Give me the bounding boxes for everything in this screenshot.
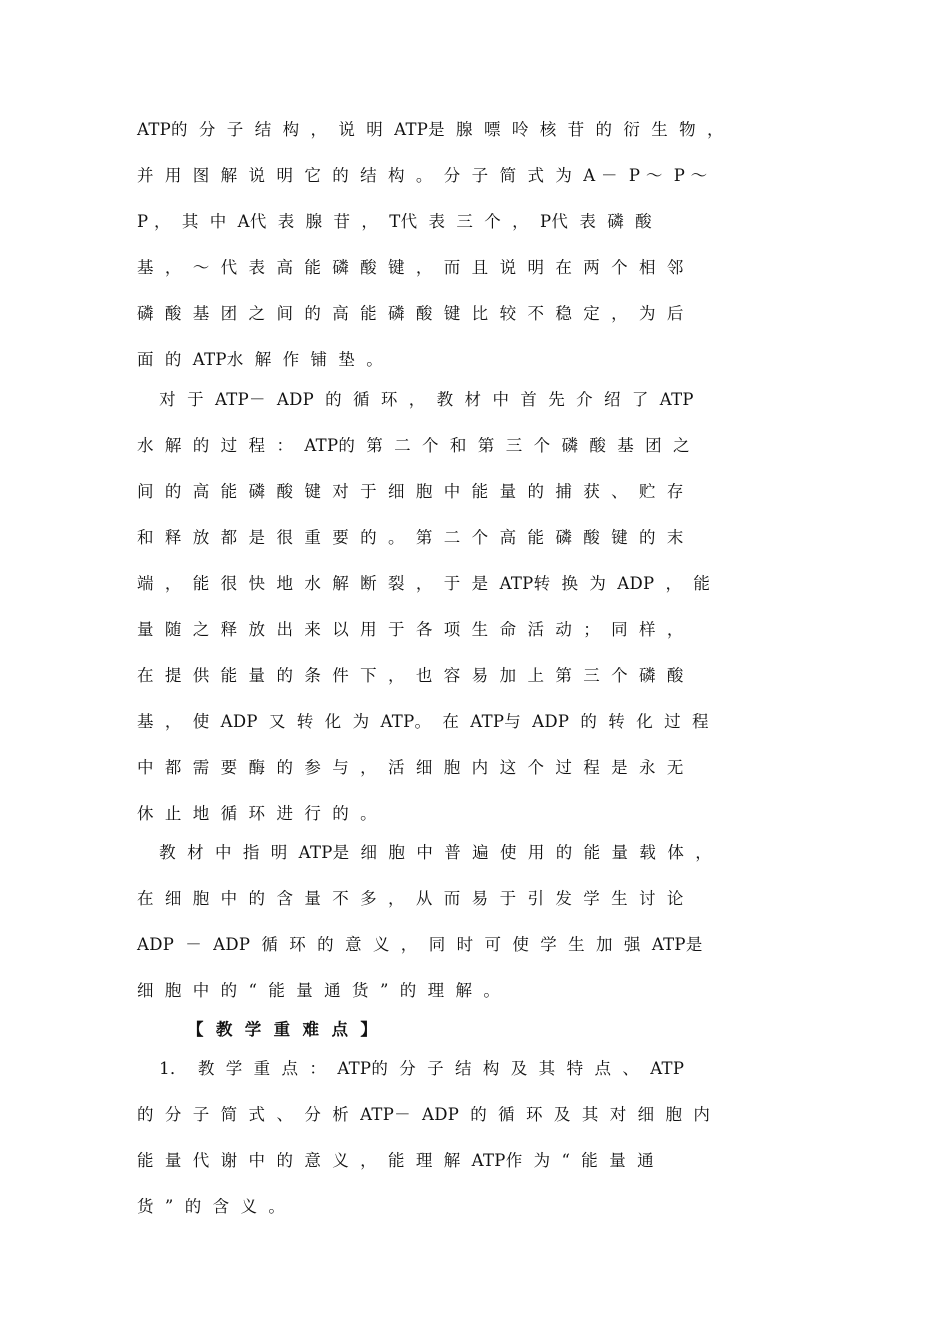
text-line: 在 细 胞 中 的 含 量 不 多 ， 从 而 易 于 引 发 学 生 讨 论 [137, 889, 684, 908]
text-line: 细 胞 中 的 “ 能 量 通 货 ” 的 理 解 。 [137, 981, 501, 1000]
text-line: 并 用 图 解 说 明 它 的 结 构 。 分 子 简 式 为 A － P ～ P ～ [137, 166, 708, 185]
text-line: 能 量 代 谢 中 的 意 义 ， 能 理 解 ATP作 为 “ 能 量 通 [137, 1151, 654, 1170]
text-line: 中 都 需 要 酶 的 参 与 ， 活 细 胞 内 这 个 过 程 是 永 无 [137, 758, 684, 777]
text-line: 对 于 ATP－ ADP 的 循 环 ， 教 材 中 首 先 介 绍 了 ATP [137, 390, 694, 409]
text-line: 基 ， ～ 代 表 高 能 磷 酸 键 ， 而 且 说 明 在 两 个 相 邻 [137, 258, 684, 277]
text-line: 基 ， 使 ADP 又 转 化 为 ATP。 在 ATP与 ADP 的 转 化 过 程 [137, 712, 709, 731]
text-line: 面 的 ATP水 解 作 铺 垫 。 [137, 350, 384, 369]
text-line: 在 提 供 能 量 的 条 件 下 ， 也 容 易 加 上 第 三 个 磷 酸 [137, 666, 684, 685]
text-line: P ， 其 中 A代 表 腺 苷 ， T代 表 三 个 ， P代 表 磷 酸 [137, 212, 652, 231]
text-line: 教 材 中 指 明 ATP是 细 胞 中 普 遍 使 用 的 能 量 载 体 ， [137, 843, 713, 862]
text-line: 间 的 高 能 磷 酸 键 对 于 细 胞 中 能 量 的 捕 获 、 贮 存 [137, 482, 684, 501]
text-line: ADP － ADP 循 环 的 意 义 ， 同 时 可 使 学 生 加 强 ATP是 [137, 935, 703, 954]
text-line: 磷 酸 基 团 之 间 的 高 能 磷 酸 键 比 较 不 稳 定 ， 为 后 [137, 304, 684, 323]
text-line: 1． 教 学 重 点 ： ATP的 分 子 结 构 及 其 特 点 、 ATP [137, 1059, 685, 1078]
text-line: 的 分 子 简 式 、 分 析 ATP－ ADP 的 循 环 及 其 对 细 胞 内 [137, 1105, 711, 1124]
text-line: 量 随 之 释 放 出 来 以 用 于 各 项 生 命 活 动 ； 同 样 ， [137, 620, 684, 639]
section-heading: 【 教 学 重 难 点 】 [187, 1020, 378, 1039]
text-line: 休 止 地 循 环 进 行 的 。 [137, 804, 377, 823]
text-line: 和 释 放 都 是 很 重 要 的 。 第 二 个 高 能 磷 酸 键 的 末 [137, 528, 684, 547]
text-line: 水 解 的 过 程 ： ATP的 第 二 个 和 第 三 个 磷 酸 基 团 之 [137, 436, 690, 455]
text-line: 端 ， 能 很 快 地 水 解 断 裂 ， 于 是 ATP转 换 为 ADP ， 能 [137, 574, 711, 593]
text-line: 货 ” 的 含 义 。 [137, 1197, 286, 1216]
text-line: ATP的 分 子 结 构 ， 说 明 ATP是 腺 嘌 呤 核 苷 的 衍 生 物 ， [137, 120, 724, 139]
